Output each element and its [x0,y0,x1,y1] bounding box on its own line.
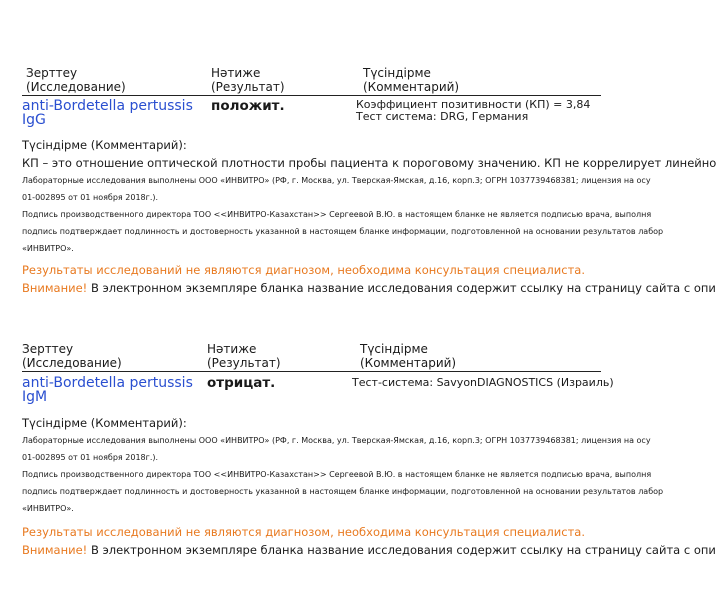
lab-info-line2: 01-002895 от 01 ноября 2018г.). [22,453,159,462]
comment-value [356,99,590,123]
attention-label: Внимание! [22,543,88,557]
diagnosis-warning: Результаты исследований не являются диагнозом, необходима консультация специалиста. [22,525,585,539]
header-divider [22,95,601,96]
attention-note [22,543,716,557]
test-name-line1: anti-Bordetella pertussis [22,375,193,391]
comment-value-line1: Коэффициент позитивности (КП) = 3,84 [356,98,591,111]
signature-line3: «ИНВИТРО». [22,244,74,253]
lab-info-line1: Лабораторные исследования выполнены ООО «ИНВИТРО» (РФ, г. Москва, ул. Тверская-Ямская, д.16, корп.3; ОГРН 1037739468381; лицензия на осу [22,436,651,445]
header-comment-ru: (Комментарий) [360,356,457,370]
header-result [211,66,285,94]
comment-label: Түсіндірме (Комментарий): [22,138,187,152]
test-name-link[interactable] [22,376,193,404]
result-value: положит. [211,98,285,114]
signature-line2: подпись подтверждает подлинность и достоверность указанной в настоящем бланке информации, подготовленной на основании результатов лабор [22,487,664,496]
header-study-ru: (Исследование) [26,80,126,94]
header-study [26,66,126,94]
header-study [22,342,122,370]
header-result [207,342,281,370]
signature-line1: Подпись производственного директора ТОО <<ИНВИТРО-Казахстан>> Сергеевой В.Ю. в настоящем бланке не является подписью врача, выполня [22,210,652,219]
attention-label: Внимание! [22,281,88,295]
kp-note: КП – это отношение оптической плотности пробы пациента к пороговому значению. КП не коррелирует линейно [22,156,716,170]
header-comment-kz: Түсіндірме [363,66,431,80]
result-value: отрицат. [207,375,276,391]
header-study-ru: (Исследование) [22,356,122,370]
header-divider [22,371,601,372]
header-comment-kz: Түсіндірме [360,342,428,356]
signature-line2: подпись подтверждает подлинность и достоверность указанной в настоящем бланке информации, подготовленной на основании результатов лабор [22,227,664,236]
diagnosis-warning: Результаты исследований не являются диагнозом, необходима консультация специалиста. [22,263,585,277]
header-result-kz: Нәтиже [207,342,257,356]
signature-line3: «ИНВИТРО». [22,504,74,513]
header-comment [360,342,456,370]
header-comment-ru: (Комментарий) [363,80,460,94]
header-study-kz: Зерттеу [26,66,78,80]
comment-label: Түсіндірме (Комментарий): [22,416,187,430]
attention-text: В электронном экземпляре бланка название исследования содержит ссылку на страницу сайта с опи [87,281,716,295]
header-result-kz: Нәтиже [211,66,261,80]
test-name-link[interactable] [22,99,193,127]
lab-info-line1: Лабораторные исследования выполнены ООО «ИНВИТРО» (РФ, г. Москва, ул. Тверская-Ямская, д.16, корп.3; ОГРН 1037739468381; лицензия на осу [22,176,651,185]
test-name-line1: anti-Bordetella pertussis [22,98,193,114]
test-name-line2: IgM [22,389,48,405]
comment-value-line2: Тест система: DRG, Германия [356,110,529,123]
lab-info-line2: 01-002895 от 01 ноября 2018г.). [22,193,159,202]
comment-value-line1: Тест-система: SavyonDIAGNOSTICS (Израиль) [352,376,614,389]
header-result-ru: (Результат) [211,80,285,94]
header-result-ru: (Результат) [207,356,281,370]
header-comment [363,66,459,94]
comment-value [352,377,614,389]
attention-note [22,281,716,295]
signature-line1: Подпись производственного директора ТОО <<ИНВИТРО-Казахстан>> Сергеевой В.Ю. в настоящем бланке не является подписью врача, выполня [22,470,652,479]
header-study-kz: Зерттеу [22,342,74,356]
test-name-line2: IgG [22,112,46,128]
attention-text: В электронном экземпляре бланка название исследования содержит ссылку на страницу сайта с опи [87,543,716,557]
